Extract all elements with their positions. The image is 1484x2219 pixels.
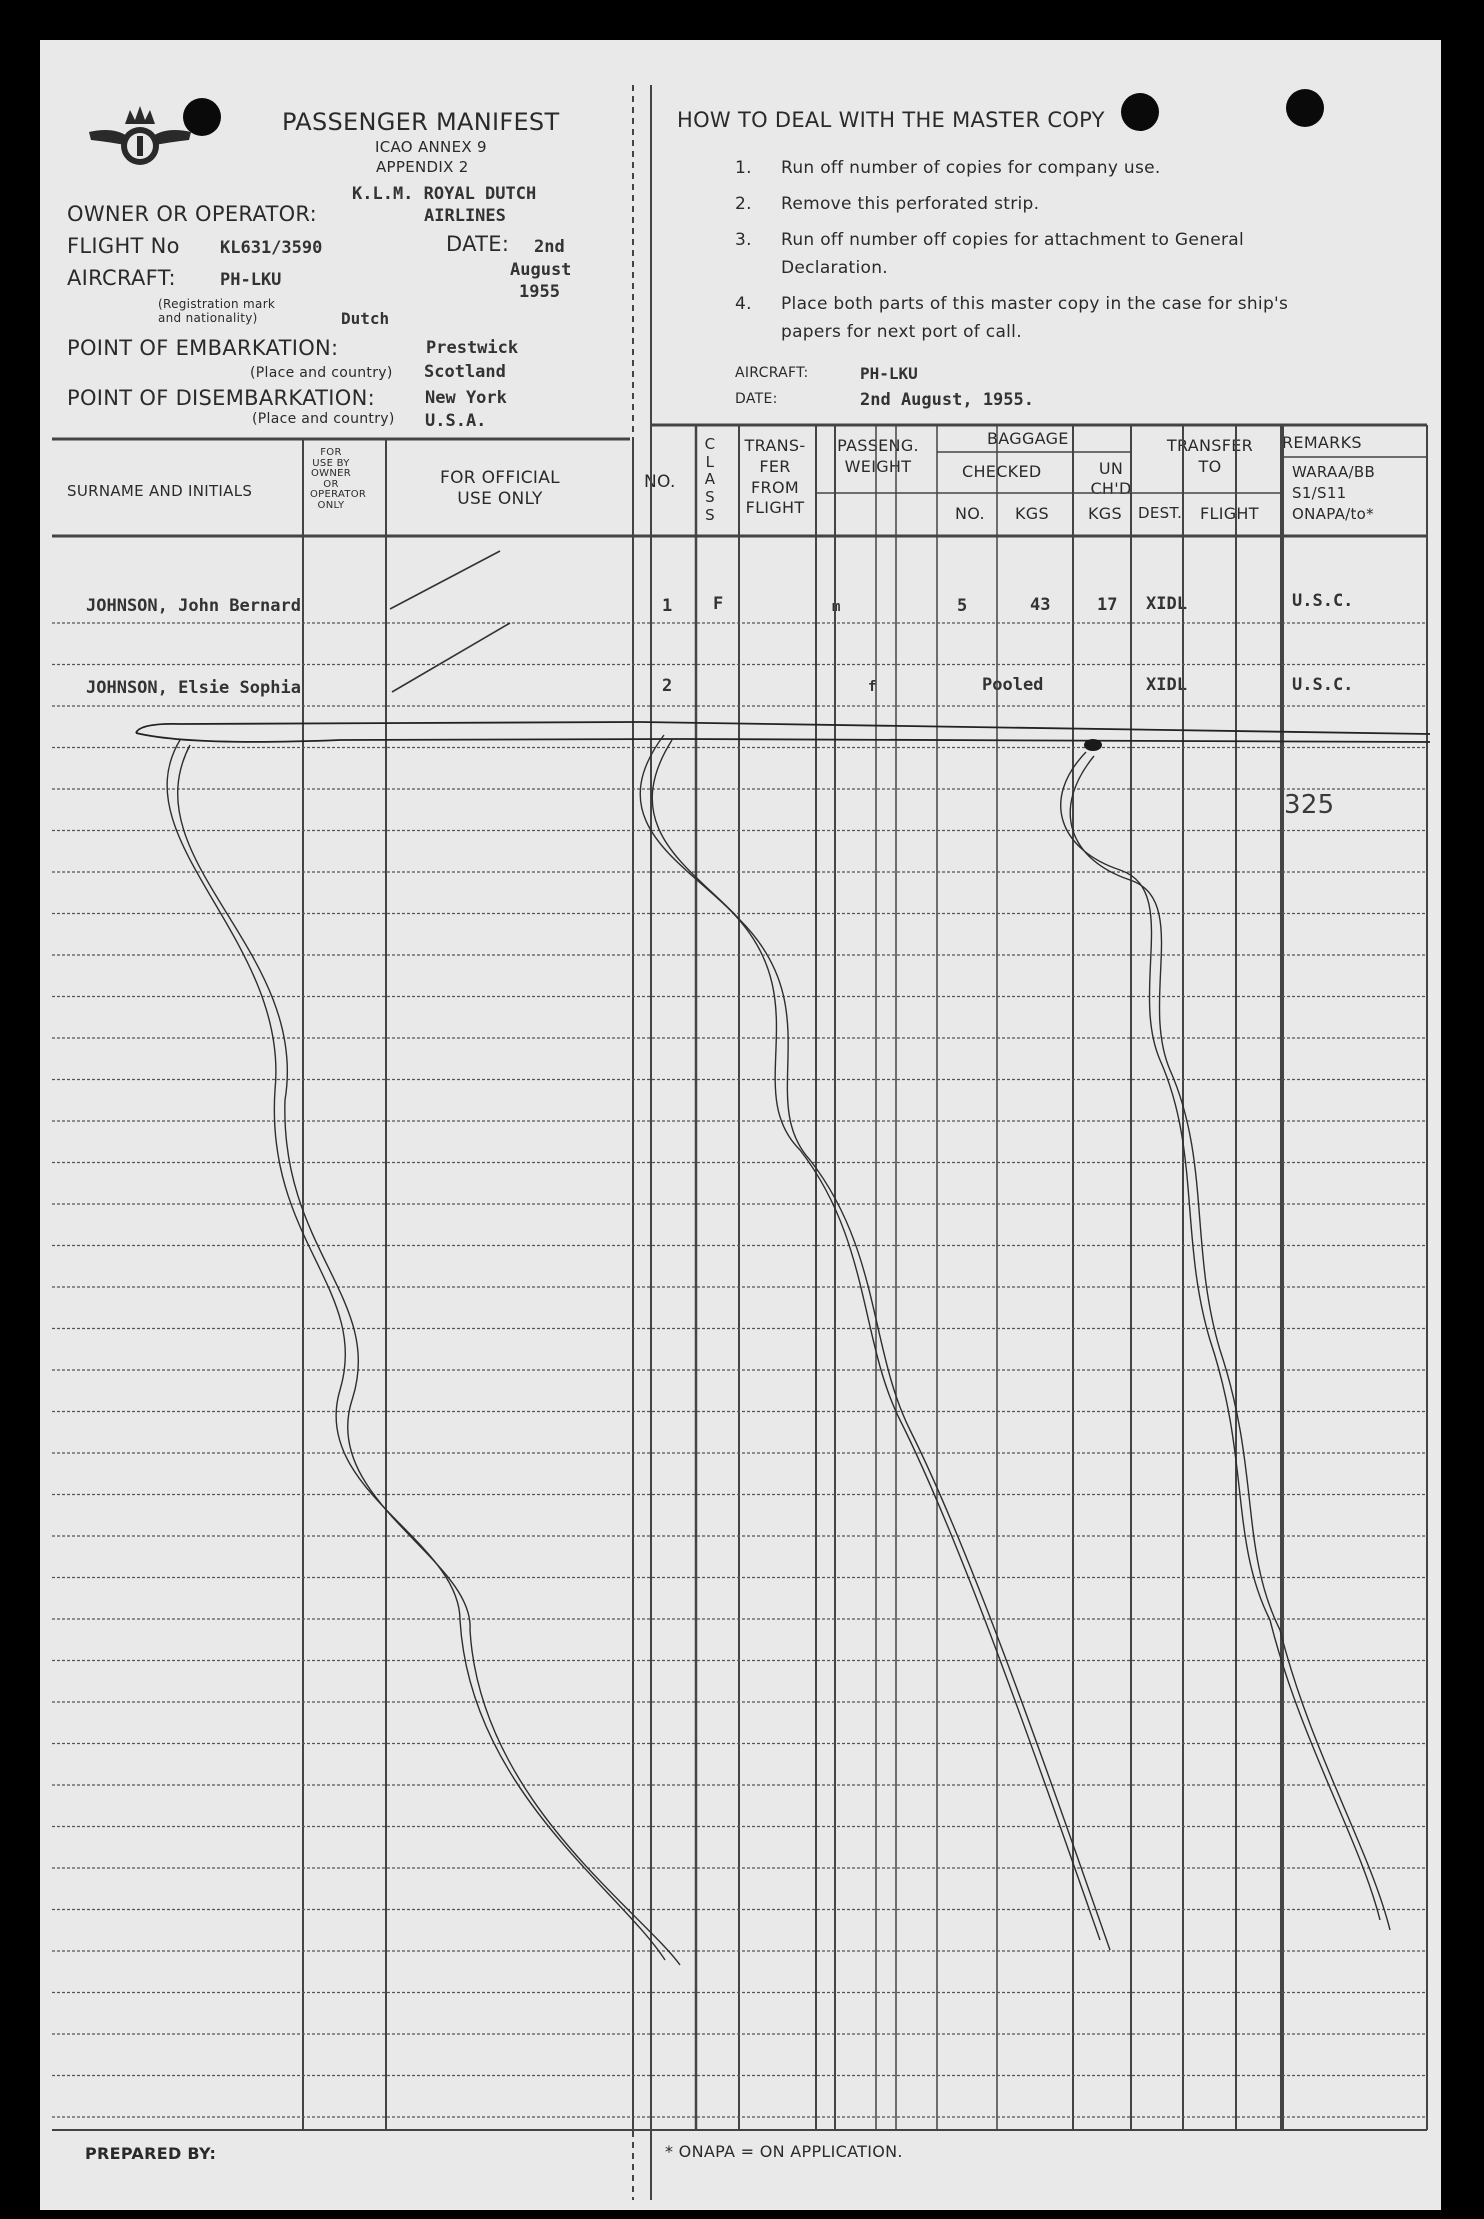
prepared-by-label: PREPARED BY: <box>85 2144 217 2163</box>
col-baggage: BAGGAGE <box>987 429 1069 448</box>
embarkation-note: (Place and country) <box>250 365 393 381</box>
date-value: August <box>510 260 572 280</box>
pen-scribble <box>652 740 1110 1950</box>
pen-checkmark <box>392 623 510 692</box>
disembarkation-note: (Place and country) <box>252 411 395 427</box>
pen-scribble <box>178 745 680 1965</box>
date-value: 2nd <box>534 237 565 257</box>
col-checked-no: NO. <box>955 504 985 523</box>
remarks-value: U.S.C. <box>1292 591 1354 611</box>
icao-annex: ICAO ANNEX 9 <box>375 138 487 156</box>
embarkation-value: Prestwick <box>426 338 519 358</box>
unchecked-kgs: 17 <box>1097 595 1118 615</box>
passenger-class: F <box>713 594 724 614</box>
nationality-value: Dutch <box>341 309 390 328</box>
col-dest: DEST. <box>1138 504 1183 522</box>
col-class: CLASS <box>704 435 716 524</box>
pen-scribble <box>1070 756 1390 1930</box>
disembarkation-value: U.S.A. <box>425 411 487 431</box>
date-label-right: DATE: <box>735 391 778 407</box>
registration-note: and nationality) <box>158 311 258 325</box>
instruction-text: Run off number off copies for attachment to General <box>781 230 1244 250</box>
pen-scribble <box>167 740 665 1960</box>
col-owner-use: FOR USE BY OWNER OR OPERATOR ONLY <box>310 447 367 511</box>
col-surname: SURNAME AND INITIALS <box>67 482 253 500</box>
baggage-kgs: 43 <box>1030 595 1051 615</box>
passenger-name: JOHNSON, Elsie Sophia <box>86 678 301 698</box>
col-flight: FLIGHT <box>1200 504 1259 523</box>
instruction-number: 2. <box>735 194 752 214</box>
pen-checkmark <box>390 551 500 609</box>
col-unchecked: UN CH'D <box>1090 459 1132 498</box>
registration-note: (Registration mark <box>158 297 276 311</box>
instruction-text: Run off number of copies for company use. <box>781 158 1161 178</box>
manifest-title: PASSENGER MANIFEST <box>282 108 560 136</box>
instruction-number: 4. <box>735 294 752 314</box>
col-passenger-weight: PASSENG. WEIGHT <box>837 436 919 476</box>
instruction-number: 3. <box>735 230 752 250</box>
date-value-right: 2nd August, 1955. <box>860 390 1034 410</box>
remarks-value: U.S.C. <box>1292 675 1354 695</box>
date-label: DATE: <box>446 232 510 256</box>
aircraft-value-right: PH-LKU <box>860 364 918 383</box>
transfer-dest: XIDL <box>1146 594 1187 614</box>
embarkation-value: Scotland <box>424 362 506 382</box>
col-remarks: REMARKS <box>1282 433 1362 452</box>
col-transfer-from: TRANS-FER FROM FLIGHT <box>744 436 806 518</box>
instructions-title: HOW TO DEAL WITH THE MASTER COPY <box>677 108 1105 132</box>
passenger-weight: f <box>868 679 877 695</box>
baggage-pooled: Pooled <box>982 675 1044 695</box>
owner-value: K.L.M. ROYAL DUTCH <box>352 184 537 204</box>
col-transfer-to: TRANSFER TO <box>1166 436 1254 476</box>
col-unchecked-kgs: KGS <box>1088 504 1122 523</box>
aircraft-value: PH-LKU <box>220 270 282 290</box>
flight-label: FLIGHT No <box>67 234 180 258</box>
col-no: NO. <box>644 472 676 492</box>
owner-label: OWNER OR OPERATOR: <box>67 202 318 226</box>
manifest-grid <box>40 40 1441 2210</box>
baggage-no: 5 <box>957 596 968 616</box>
flight-value: KL631/3590 <box>220 238 323 258</box>
date-value: 1955 <box>519 282 560 302</box>
disembarkation-value: New York <box>425 388 507 408</box>
onapa-footnote: * ONAPA = ON APPLICATION. <box>665 2142 903 2161</box>
passenger-no: 2 <box>662 676 673 696</box>
aircraft-label-right: AIRCRAFT: <box>735 365 809 381</box>
instruction-text: Place both parts of this master copy in the case for ship's <box>781 294 1289 314</box>
col-checked: CHECKED <box>962 462 1042 481</box>
passenger-no: 1 <box>662 596 673 616</box>
ink-blot <box>1084 739 1102 751</box>
manifest-page <box>40 40 1441 2210</box>
col-remarks-sub: WARAA/BB S1/S11 ONAPA/to* <box>1292 463 1376 523</box>
col-checked-kgs: KGS <box>1015 504 1049 523</box>
instruction-number: 1. <box>735 158 752 178</box>
transfer-dest: XIDL <box>1146 675 1187 695</box>
pen-scribble <box>640 735 1100 1940</box>
appendix: APPENDIX 2 <box>376 158 469 176</box>
handwritten-number: 325 <box>1284 790 1335 820</box>
passenger-name: JOHNSON, John Bernard <box>86 596 301 616</box>
embarkation-label: POINT OF EMBARKATION: <box>67 336 339 360</box>
instruction-text: Remove this perforated strip. <box>781 194 1040 214</box>
instruction-text: Declaration. <box>781 258 889 278</box>
passenger-weight: m <box>832 599 841 615</box>
owner-value: AIRLINES <box>424 206 506 226</box>
disembarkation-label: POINT OF DISEMBARKATION: <box>67 386 375 410</box>
pen-scribble <box>1061 752 1380 1920</box>
col-official-use: FOR OFFICIAL USE ONLY <box>440 468 560 510</box>
instruction-text: papers for next port of call. <box>781 322 1022 342</box>
aircraft-label: AIRCRAFT: <box>67 266 176 290</box>
